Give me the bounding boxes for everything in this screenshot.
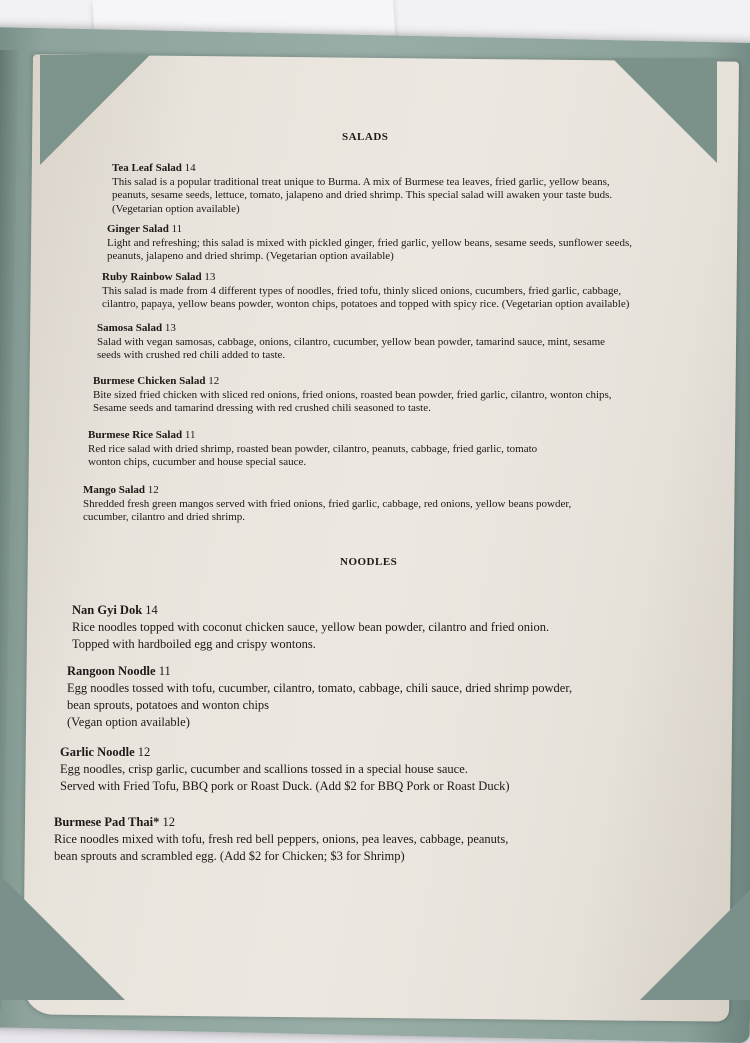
item-description-line: cucumber, cilantro and dried shrimp.	[83, 511, 246, 523]
item-description-line: Light and refreshing; this salad is mixed with pickled ginger, fried garlic, yellow beans, sesame seeds, sunflower seeds,	[107, 236, 632, 249]
menu-item-ginger-salad	[107, 223, 632, 264]
item-description-line: Rice noodles topped with coconut chicken sauce, yellow bean powder, cilantro and fried onion.	[72, 620, 550, 634]
item-name: Tea Leaf Salad	[112, 162, 182, 174]
item-description-line: Bite sized fried chicken with sliced red onions, fried onions, roasted bean powder, fried garlic, cilantro, wonton chips,	[93, 388, 612, 401]
noodles-section-title: NOODLES	[340, 556, 398, 568]
item-description-line: Rice noodles mixed with tofu, fresh red bell peppers, onions, pea leaves, cabbage, peanuts,	[54, 832, 509, 846]
menu-item-nan-gyi-dok	[72, 602, 549, 653]
item-description-line: peanuts, sesame seeds, lettuce, tomato, jalapeno and dried shrimp. This special salad will awaken your taste buds.	[112, 189, 613, 201]
item-price: 14	[145, 603, 158, 617]
item-description-line: Served with Fried Tofu, BBQ pork or Roast Duck. (Add $2 for BBQ Pork or Roast Duck)	[60, 779, 510, 793]
item-description-line: This salad is made from 4 different types of noodles, fried tofu, thinly sliced onions, cucumbers, fried garlic, cabbage,	[102, 284, 622, 297]
item-price: 12	[137, 745, 151, 759]
menu-item-mango-salad	[83, 484, 571, 525]
item-price: 11	[184, 429, 196, 441]
item-description-line: wonton chips, cucumber and house special sauce.	[88, 456, 307, 468]
item-name: Burmese Pad Thai*	[54, 815, 160, 829]
item-name: Ginger Salad	[107, 223, 169, 235]
item-description-line: (Vegan option available)	[67, 715, 190, 729]
item-description-line: bean sprouts and scrambled egg. (Add $2 for Chicken; $3 for Shrimp)	[54, 849, 405, 863]
item-price: 12	[162, 815, 175, 829]
item-name: Burmese Chicken Salad	[93, 375, 206, 387]
menu-item-garlic-noodle	[60, 744, 510, 795]
item-description-line: Topped with hardboiled egg and crispy wontons.	[72, 637, 316, 651]
item-description-line: seeds with crushed red chili added to taste.	[97, 349, 286, 361]
item-description-line: bean sprouts, potatoes and wonton chips	[67, 698, 270, 712]
item-description-line: peanuts, jalapeno and dried shrimp. (Vegetarian option available)	[107, 250, 394, 262]
item-name: Mango Salad	[83, 484, 146, 496]
menu-item-rangoon-noodle	[67, 663, 572, 731]
item-description-line: (Vegetarian option available)	[112, 202, 240, 215]
item-price: 11	[158, 664, 171, 678]
item-description-line: cilantro, papaya, yellow beans powder, wonton chips, potatoes and topped with spicy rice. (Vegetarian option available)	[102, 298, 630, 310]
item-description-line: Red rice salad with dried shrimp, roasted bean powder, cilantro, peanuts, cabbage, fried garlic, tomato	[88, 442, 538, 455]
menu-item-burmese-pad-thai	[54, 814, 508, 865]
salads-section-title: SALADS	[342, 131, 389, 143]
item-description-line: Salad with vegan samosas, cabbage, onions, cilantro, cucumber, yellow bean powder, tamarind sauce, mint, sesame	[97, 335, 606, 348]
item-name: Ruby Rainbow Salad	[102, 271, 202, 283]
item-price: 11	[171, 223, 183, 235]
item-name: Nan Gyi Dok	[72, 603, 143, 617]
item-price: 14	[184, 162, 196, 174]
item-price: 13	[204, 271, 216, 283]
menu-item-samosa-salad	[97, 322, 605, 363]
item-description-line: Sesame seeds and tamarind dressing with red crushed chili seasoned to taste.	[93, 402, 431, 414]
item-description-line: Egg noodles tossed with tofu, cucumber, cilantro, tomato, cabbage, chili sauce, dried shrimp powder,	[67, 681, 573, 695]
item-price: 13	[164, 322, 176, 334]
item-price: 12	[208, 375, 220, 387]
item-description-line: This salad is a popular traditional treat unique to Burma. A mix of Burmese tea leaves, fried garlic, yellow beans,	[112, 175, 610, 188]
item-price: 12	[147, 484, 159, 496]
menu-item-burmese-rice-salad	[88, 429, 537, 470]
item-name: Garlic Noodle	[60, 745, 135, 759]
menu-item-ruby-rainbow-salad	[102, 271, 629, 312]
item-name: Rangoon Noodle	[67, 664, 156, 678]
item-name: Burmese Rice Salad	[88, 429, 183, 441]
menu-item-burmese-chicken-salad	[93, 375, 612, 416]
menu-item-tea-leaf-salad	[112, 162, 612, 216]
item-description-line: Shredded fresh green mangos served with fried onions, fried garlic, cabbage, red onions, yellow beans powder,	[83, 497, 572, 510]
item-description-line: Egg noodles, crisp garlic, cucumber and scallions tossed in a special house sauce.	[60, 762, 468, 776]
item-name: Samosa Salad	[97, 322, 163, 334]
